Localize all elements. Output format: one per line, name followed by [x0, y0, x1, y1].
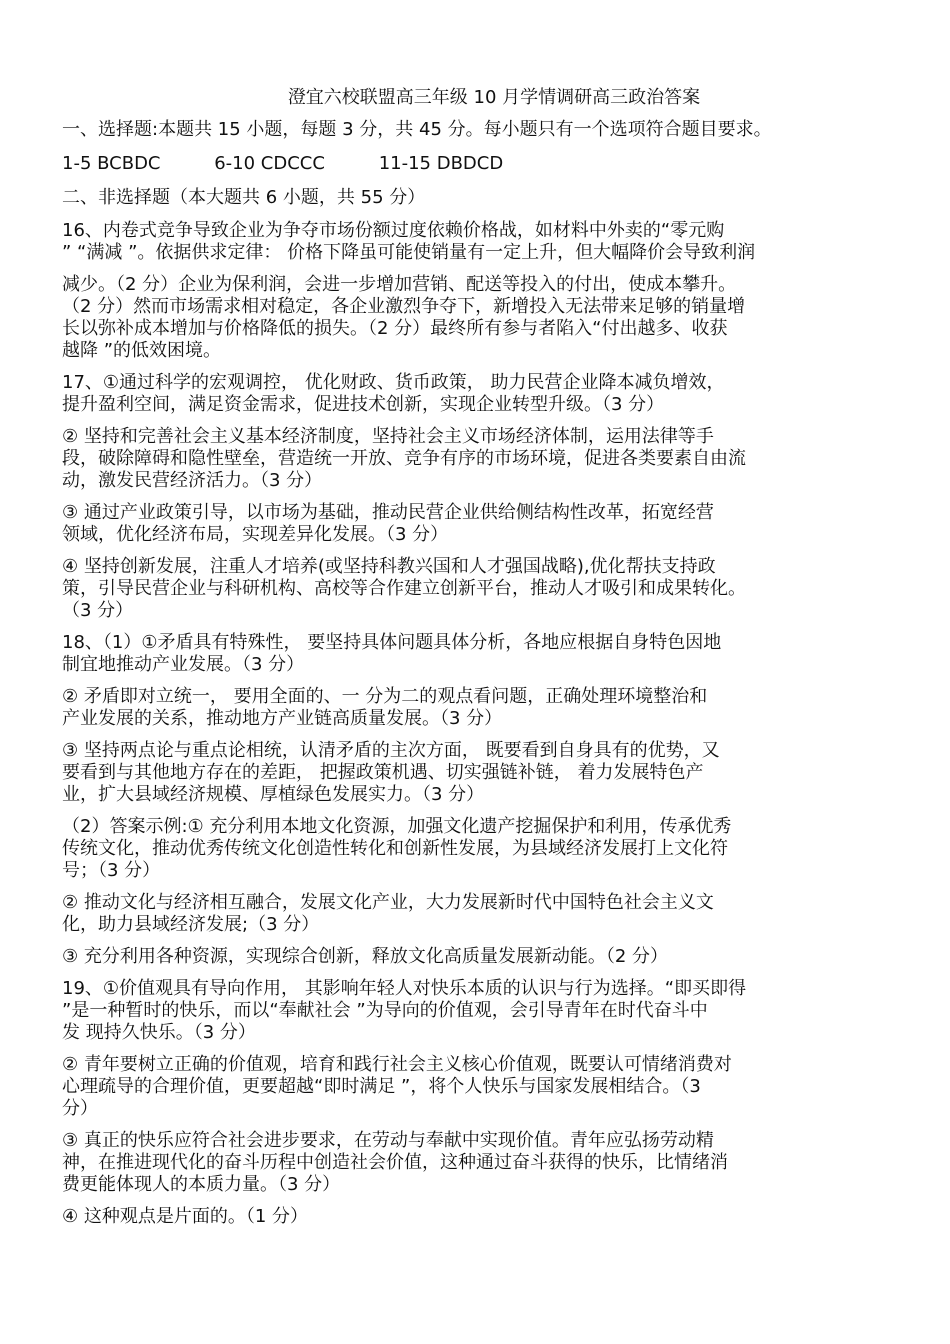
paragraph-line: ③ 充分利用各种资源，实现综合创新，释放文化高质量发展新动能。（2 分） [62, 946, 669, 967]
answer-group-3: 11-15 DBDCD [378, 153, 504, 174]
paragraph-line: ② 青年要树立正确的价值观，培育和践行社会主义核心价值观，既要认可情绪消费对 [62, 1054, 732, 1075]
paragraph-line: 领域，优化经济布局，实现差异化发展。（3 分） [62, 524, 449, 545]
paragraph-line: 19、①价值观具有导向作用， 其影响年轻人对快乐本质的认识与行为选择。“即买即得 [62, 978, 747, 999]
answer-paragraph [62, 946, 926, 968]
answer-paragraph [62, 220, 926, 264]
answer-paragraph [62, 426, 926, 492]
paragraph-line: 业，扩大县域经济规模、厚植绿色发展实力。（3 分） [62, 784, 485, 805]
answer-paragraph [62, 1054, 926, 1120]
paragraph-line: ③ 真正的快乐应符合社会进步要求，在劳动与奉献中实现价值。青年应弘扬劳动精 [62, 1130, 714, 1151]
paragraph-line: 策，引导民营企业与科研机构、高校等合作建立创新平台，推动人才吸引和成果转化。 [62, 578, 746, 599]
answer-paragraph [62, 502, 926, 546]
paragraph-line: 越降 ”的低效困境。 [62, 340, 222, 361]
paragraph-line: ”是一种暂时的快乐，而以“奉献社会 ”为导向的价值观，会引导青年在时代奋斗中 [62, 1000, 708, 1021]
paragraph-line: ④ 坚持创新发展，注重人才培养(或坚持科教兴国和人才强国战略),优化帮扶支持政 [62, 556, 716, 577]
answer-paragraph [62, 816, 926, 882]
paragraph-line: 费更能体现人的本质力量。（3 分） [62, 1174, 341, 1195]
paragraph-line: ④ 这种观点是片面的。（1 分） [62, 1206, 309, 1227]
paragraph-line: 提升盈利空间，满足资金需求，促进技术创新，实现企业转型升级。（3 分） [62, 394, 665, 415]
answer-paragraph [62, 740, 926, 806]
paragraph-line: ③ 坚持两点论与重点论相统，认清矛盾的主次方面， 既要看到自身具有的优势，又 [62, 740, 720, 761]
paragraph-line: ② 推动文化与经济相互融合，发展文化产业，大力发展新时代中国特色社会主义文 [62, 892, 714, 913]
answer-paragraph [62, 274, 926, 362]
paragraph-line: 号；（3 分） [62, 860, 161, 881]
paragraph-line: ” “满减 ”。依据供求定律： 价格下降虽可能使销量有一定上升，但大幅降价会导致利润 [62, 242, 756, 263]
answer-paragraph [62, 1130, 926, 1196]
paragraph-line: （3 分） [62, 600, 134, 621]
paragraph-line: 减少。（2 分）企业为保利润，会进一步增加营销、配送等投入的付出，使成本攀升。 [62, 274, 737, 295]
paragraph-line: 动，激发民营经济活力。（3 分） [62, 470, 323, 491]
paragraph-line: 神，在推进现代化的奋斗历程中创造社会价值，这种通过奋斗获得的快乐，比情绪消 [62, 1152, 728, 1173]
paragraph-line: 心理疏导的合理价值，更要超越“即时满足 ”，将个人快乐与国家发展相结合。（3 [62, 1076, 701, 1097]
paragraph-line: 制宜地推动产业发展。（3 分） [62, 654, 305, 675]
paragraph-line: 分） [62, 1098, 98, 1119]
paragraph-line: 产业发展的关系，推动地方产业链高质量发展。（3 分） [62, 708, 503, 729]
section1-heading: 一、选择题:本题共 15 小题，每题 3 分，共 45 分。每小题只有一个选项符合题目要求。 [62, 119, 772, 140]
section2-heading: 二、非选择题（本大题共 6 小题，共 55 分） [62, 187, 426, 208]
paragraph-line: 传统文化，推动优秀传统文化创造性转化和创新性发展，为县域经济发展打上文化符 [62, 838, 728, 859]
answer-paragraph [62, 632, 926, 676]
answer-group-2: 6-10 CDCCC [214, 153, 325, 174]
paragraph-line: 18、（1）①矛盾具有特殊性， 要坚持具体问题具体分析，各地应根据自身特色因地 [62, 632, 722, 653]
paragraph-line: （2）答案示例:① 充分利用本地文化资源，加强文化遗产挖掘保护和利用，传承优秀 [62, 816, 732, 837]
paragraph-line: 16、内卷式竞争导致企业为争夺市场份额过度依赖价格战，如材料中外卖的“零元购 [62, 220, 725, 241]
paragraph-line: ③ 通过产业政策引导，以市场为基础，推动民营企业供给侧结构性改革，拓宽经营 [62, 502, 714, 523]
document-title: 澄宜六校联盟高三年级 10 月学情调研高三政治答案 [287, 87, 701, 108]
paragraph-line: ② 坚持和完善社会主义基本经济制度，坚持社会主义市场经济体制，运用法律等手 [62, 426, 714, 447]
paragraph-line: 长以弥补成本增加与价格降低的损失。（2 分）最终所有参与者陷入“付出越多、收获 [62, 318, 728, 339]
paragraph-line: 段，破除障碍和隐性壁垒，营造统一开放、竞争有序的市场环境，促进各类要素自由流 [62, 448, 746, 469]
answer-paragraph [62, 978, 926, 1044]
answer-paragraph [62, 372, 926, 416]
answer-paragraph [62, 686, 926, 730]
paragraph-line: 17、①通过科学的宏观调控， 优化财政、货币政策， 助力民营企业降本减负增效， [62, 372, 725, 393]
paragraph-line: 发 现持久快乐。（3 分） [62, 1022, 256, 1043]
paragraph-line: ② 矛盾即对立统一， 要用全面的、一 分为二的观点看问题，正确处理环境整治和 [62, 686, 708, 707]
answer-paragraph [62, 892, 926, 936]
paragraph-line: 化，助力县域经济发展;（3 分） [62, 914, 320, 935]
paragraph-line: （2 分）然而市场需求相对稳定，各企业激烈争夺下，新增投入无法带来足够的销量增 [62, 296, 746, 317]
answer-group-1: 1-5 BCBDC [62, 153, 161, 174]
paragraph-line: 要看到与其他地方存在的差距， 把握政策机遇、切实强链补链， 着力发展特色产 [62, 762, 704, 783]
answer-paragraph [62, 1206, 926, 1228]
answer-body [62, 220, 926, 1228]
answer-paragraph [62, 556, 926, 622]
answer-key-row [62, 152, 926, 176]
